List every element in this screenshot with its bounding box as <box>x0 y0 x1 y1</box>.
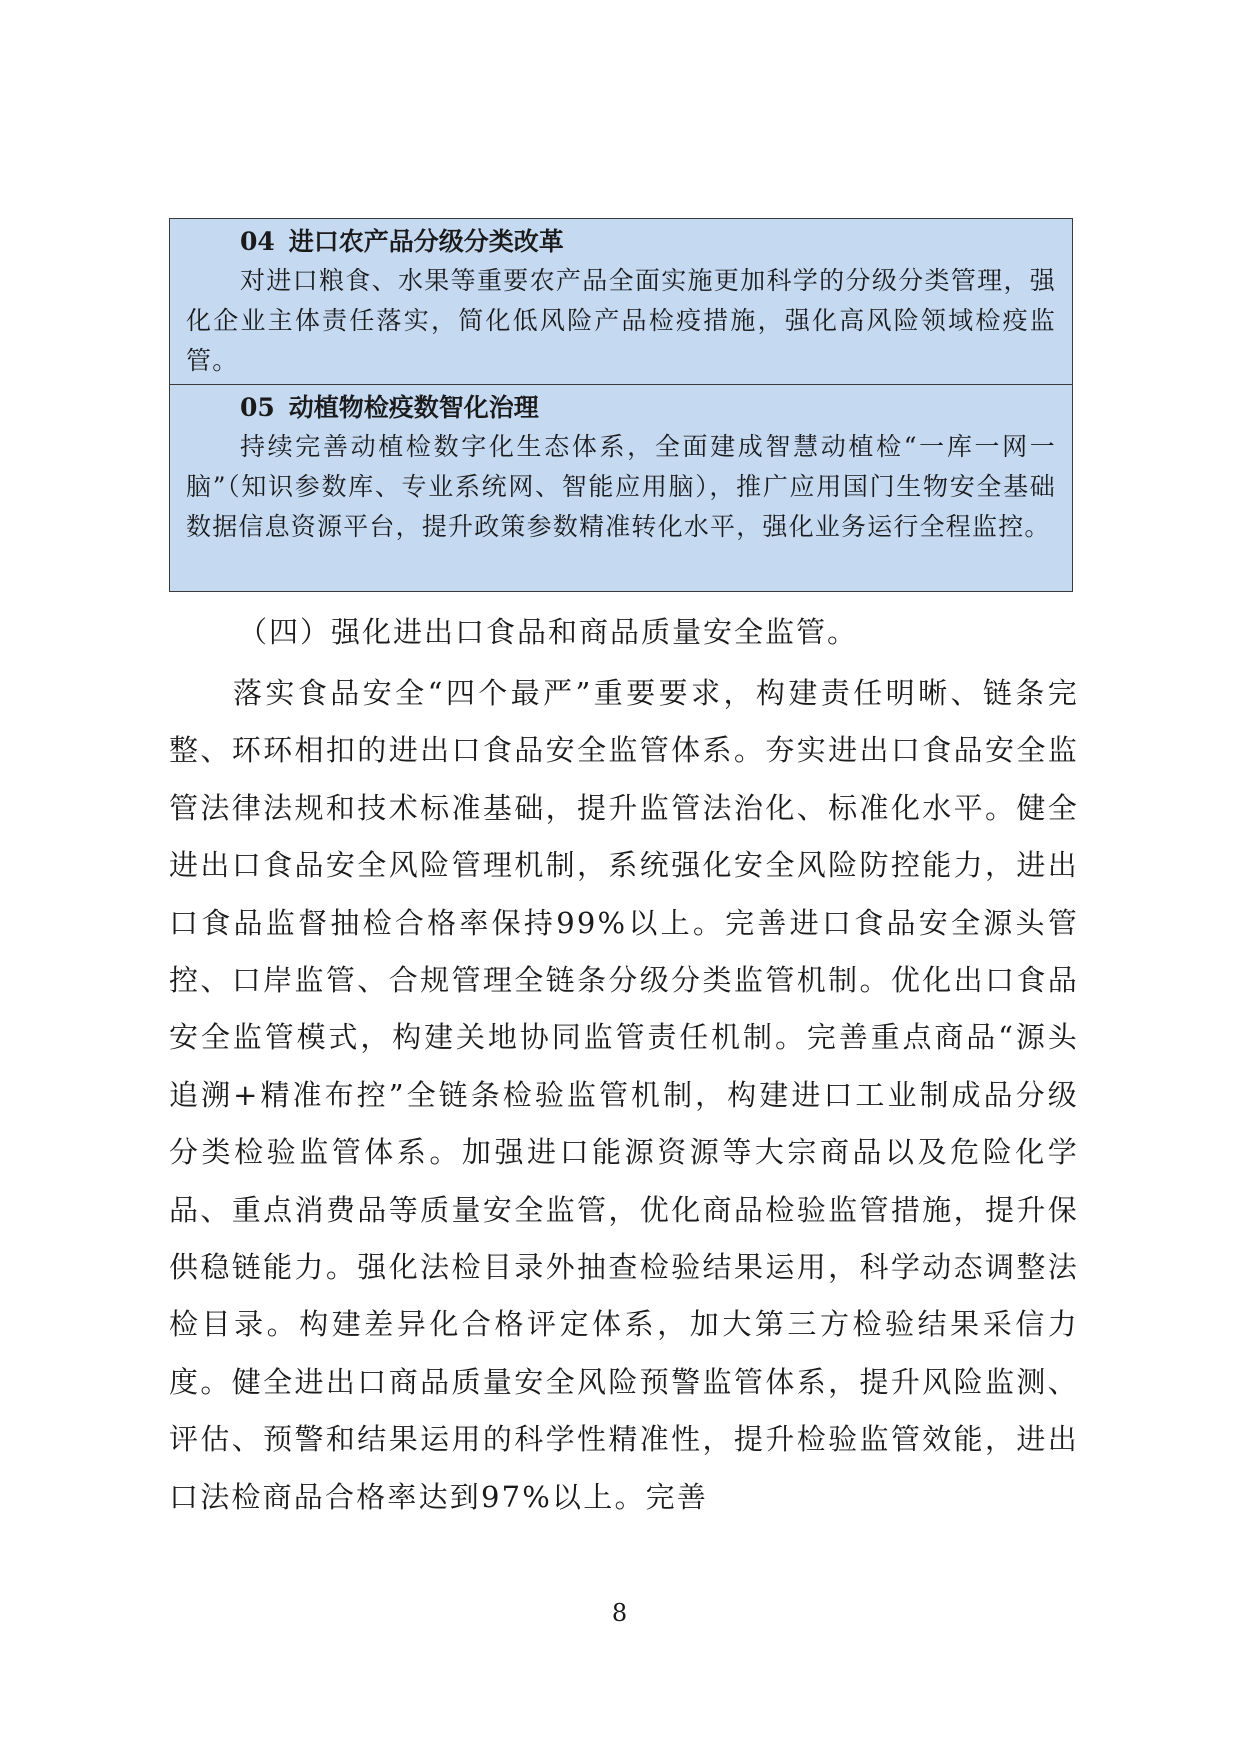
info-box-heading: 动植物检疫数智化治理 <box>288 393 539 422</box>
page-number: 8 <box>611 1599 628 1627</box>
info-box-05 <box>169 385 1073 592</box>
body-paragraph: 落实食品安全“四个最严”重要要求，构建责任明晰、链条完整、环环相扣的进出口食品安全监管体系。夯实进出口食品安全监管法律法规和技术标准基础，提升监管法治化、标准化水平。健全进出口食品安全风险管理机制，系统强化安全风险防控能力，进出口食品监督抽检合格率保持99%以上。完善进口食品安全源头管控、口岸监管、合规管理全链条分级分类监管机制。优化出口食品安全监管模式，构建关地协同监管责任机制。完善重点商品“源头追溯+精准布控”全链条检验监管机制，构建进口工业制成品分级分类检验监管体系。加强进口能源资源等大宗商品以及危险化学品、重点消费品等质量安全监管，优化商品检验监管措施，提升保供稳链能力。强化法检目录外抽查检验结果运用，科学动态调整法检目录。构建差异化合格评定体系，加大第三方检验结果采信力度。健全进出口商品质量安全风险预警监管体系，提升风险监测、评估、预警和结果运用的科学性精准性，提升检验监管效能，进出口法检商品合格率达到97%以上。完善 <box>169 676 1079 1514</box>
section-heading: （四）强化进出口食品和商品质量安全监管。 <box>238 615 859 649</box>
info-box-number: 04 <box>240 227 275 256</box>
info-box-body: 持续完善动植检数字化生态体系，全面建成智慧动植检“一库一网一脑”（知识参数库、专业系统网、智能应用脑），推广应用国门生物安全基础数据信息资源平台，提升政策参数精准转化水平，强化业务运行全程监控。 <box>186 432 1056 541</box>
info-box-title <box>186 389 1056 427</box>
info-box-number: 05 <box>240 393 275 422</box>
info-box-04 <box>169 218 1073 385</box>
info-box-title <box>186 223 1056 261</box>
info-box-heading: 进口农产品分级分类改革 <box>288 227 564 256</box>
info-box-body: 对进口粮食、水果等重要农产品全面实施更加科学的分级分类管理，强化企业主体责任落实，简化低风险产品检疫措施，强化高风险领域检疫监管。 <box>186 266 1056 375</box>
